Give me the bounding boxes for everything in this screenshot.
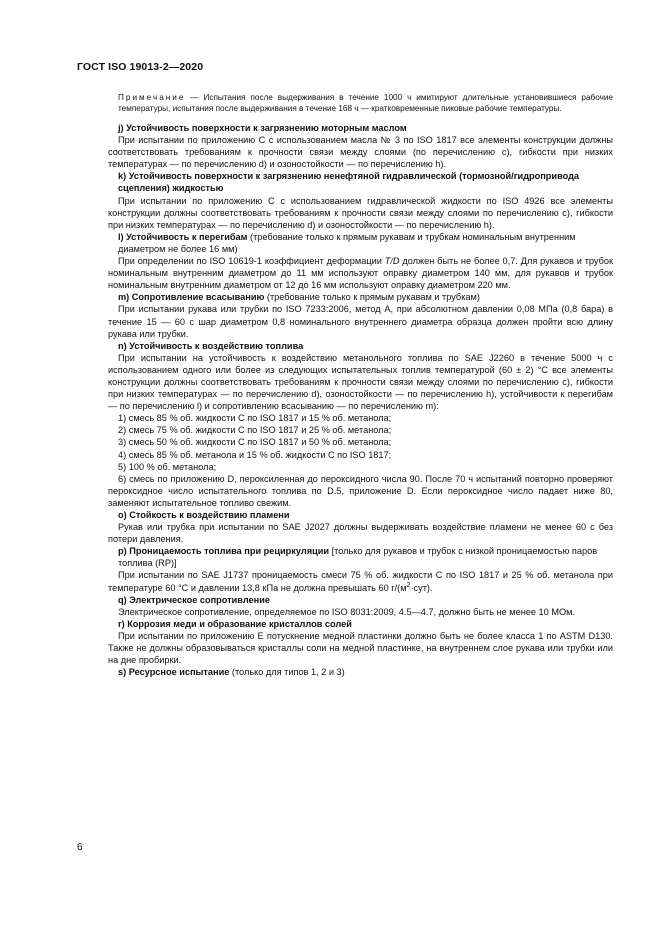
document-header: ГОСТ ISO 19013-2—2020 xyxy=(77,61,204,73)
section-p-title: p) Проницаемость топлива при рециркуляции [только для рукавов и трубок с низкой проницаемостью паров топлива (RP)] xyxy=(118,546,598,569)
list-item: 2) смесь 75 % об. жидкости С по ISO 1817 и 25 % об. метанола; xyxy=(118,425,392,436)
section-o-text: Рукав или трубка при испытании по SAE J2027 должны выдерживать воздействие пламени не менее 60 с без потери давления. xyxy=(108,522,613,545)
document-body xyxy=(108,92,613,678)
section-n-text: При испытании на устойчивость к воздействию метанольного топлива по SAE J2260 в течение 5000 ч с использованием одного или более из следующих испытательных топлив температурой (60 ± 2) °С все элементы конструкции должны соответствовать требованиям к прочности связи между слоями по перечислению с), гибкости при низких температурах — по перечислению d), озоностойкости — по перечислению h), устойчивости к перегибам — по перечислению l) и сопротивлению всасыванию — по перечислению m): xyxy=(108,352,613,412)
section-k-title: k) Устойчивость поверхности к загрязнению ненефтяной гидравлической (тормозной/гидропривода сцепления) жидкостью xyxy=(118,171,580,194)
section-l-text: При определении по ISO 10619-1 коэффициент деформации T/D должен быть не более 0,7. Для рукавов и трубок номинальным внутренним диаметром до 11 мм используют оправку диаметром 140 мм, для рукавов и трубок номинальным внутренним диаметром от 12 до 16 мм используют оправку диаметром 220 мм. xyxy=(108,256,613,291)
section-n-title: n) Устойчивость к воздействию топлива xyxy=(118,340,304,351)
section-j-title: j) Устойчивость поверхности к загрязнению моторным маслом xyxy=(118,123,407,133)
note-label: Примечание xyxy=(118,93,186,102)
note-paragraph xyxy=(108,92,613,114)
section-o-title: o) Стойкость к воздействию пламени xyxy=(118,510,290,520)
section-p-text: При испытании по SAE J1737 проницаемость смеси 75 % об. жидкости С по ISO 1817 и 25 % об. метанола при температуре 60 °С и давлении 13,8 кПа не должна превышать 60 $г/(м^2\cdot сут)$. xyxy=(108,570,613,593)
list-item: 5) 100 % об. метанола; xyxy=(118,461,217,472)
section-j-text: При испытании по приложению С с использованием масла № 3 по ISO 1817 все элементы конструкции должны соответствовать требованиям к прочности связи между слоями (по перечислению с), гибкости при низких температурах — по перечислению d) и озоностойкости — по перечислению h). xyxy=(108,135,613,170)
list-item: 1) смесь 85 % об. жидкости С по ISO 1817 и 15 % об. метанола; xyxy=(118,413,392,424)
list-item: 4) смесь 85 % об. метанола и 15 % об. жидкости С по ISO 1817; xyxy=(118,449,392,460)
list-item: 6) смесь по приложению D, пероксиленная до пероксидного числа 90. После 70 ч испытаний повторно проверяют пероксидное число испытательного топлива по D.5, приложение D. Если пероксидное число падает ниже 80, заменяют испытательное топливо свежим. xyxy=(108,473,613,508)
section-l-title: l) Устойчивость к перегибам (требование только к прямым рукавам и трубкам номинальным внутренним диаметром не более 16 мм) xyxy=(118,231,576,254)
section-m-text: При испытании рукава или трубки по ISO 7233:2006, метод А, при абсолютном давлении 0,08 МПа (0,8 бара) в течение 15 — 60 с шар диаметром 0,8 номинального внутреннего диаметра образца должен пройти всю длину рукава или трубки. xyxy=(108,304,613,339)
page-number: 6 xyxy=(77,842,83,853)
section-r-title: r) Коррозия меди и образование кристаллов солей xyxy=(118,618,352,629)
list-item: 3) смесь 50 % об. жидкости С по ISO 1817 и 50 % об. метанола; xyxy=(118,437,392,448)
section-q-title: q) Электрическое сопротивление xyxy=(118,594,270,605)
section-m-title: m) Сопротивление всасыванию (требование только к прямым рукавам и трубкам) xyxy=(118,292,480,303)
section-s-title: s) Ресурсное испытание (только для типов 1, 2 и 3) xyxy=(118,667,345,678)
section-q-text: Электрическое сопротивление, определяемое по ISO 8031:2009, 4.5—4.7, должно быть не менее 10 МОм. xyxy=(118,606,575,617)
note-text: — Испытания после выдерживания в течение 1000 ч имитируют длительные установившиеся рабочие температуры, испытания после выдерживания в течение 168 ч — кратковременные пиковые рабочие температуры. xyxy=(118,93,613,113)
section-k-text: При испытании по приложению С с использованием гидравлической жидкости по ISO 4926 все элементы конструкции должны соответствовать требованиям к прочности связи между слоями по перечислению с), гибкости при низких температурах — по перечислению d) и озоностойкости — по перечислению h). xyxy=(108,195,613,230)
section-r-text: При испытании по приложению Е потускнение медной пластинки должно быть не более класса 1 по ASTM D130. Также не должны образовываться кристаллы соли на медной пластинке, на внутреннем слое рукава или трубки или на дне пробирки. xyxy=(108,630,613,666)
